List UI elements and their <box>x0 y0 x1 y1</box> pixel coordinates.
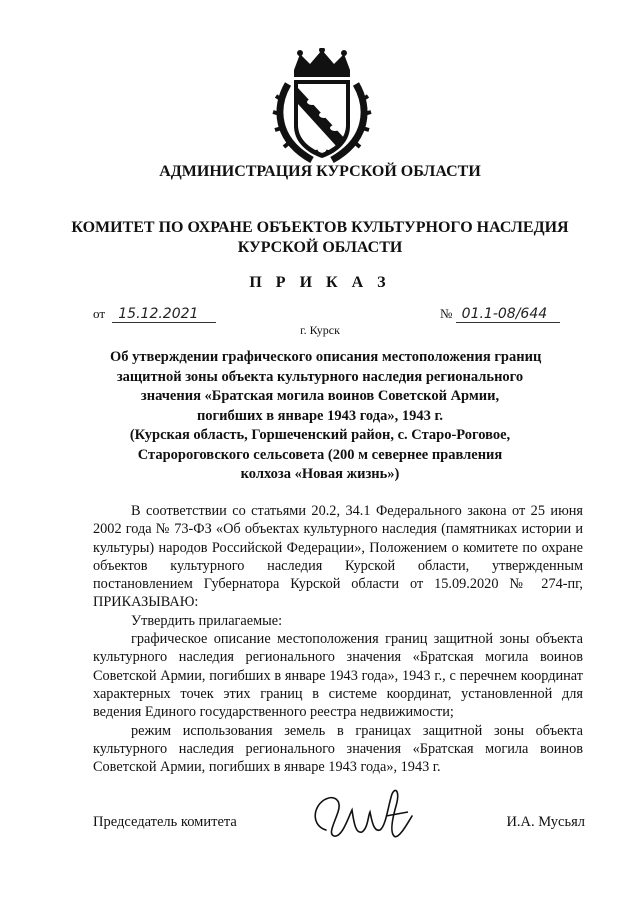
subject-line: погибших в январе 1943 года», 1943 г. <box>196 407 444 424</box>
city-label: г. Курск <box>300 323 340 337</box>
date-value: 15.12.2021 <box>112 306 216 323</box>
subject-line: значения «Братская могила воинов Советской Армии, <box>140 388 500 404</box>
document-number <box>440 306 560 323</box>
administration-heading: АДМИНИСТРАЦИЯ КУРСКОЙ ОБЛАСТИ <box>159 163 481 180</box>
committee-heading-line2: КУРСКОЙ ОБЛАСТИ <box>237 239 403 256</box>
number-prefix: № <box>440 306 453 321</box>
subject-line: защитной зоны объекта культурного наследия регионального <box>116 368 524 385</box>
order-body <box>93 502 583 776</box>
handwritten-signature <box>308 786 428 846</box>
committee-heading-line1: КОМИТЕТ ПО ОХРАНЕ ОБЪЕКТОВ КУЛЬТУРНОГО НАСЛЕДИЯ <box>71 219 569 236</box>
subject-line: Об утверждении графического описания местоположения границ <box>110 349 542 365</box>
subject-line: (Курская область, Горшеченский район, с. Старо-Роговое, <box>129 427 511 443</box>
body-paragraph-legal-basis: В соответствии со статьями 20.2, 34.1 Федерального закона от 25 июня 2002 года № 73-ФЗ «Об объектах культурного наследия (памятниках истории и культуры) народов Российской Федерации», Положением о комитете по охране объектов культурного наследия Курской области, утвержденным постановлением Губернатора Курской области от 15.09.2020 № 274-пг, ПРИКАЗЫВАЮ: <box>93 503 583 611</box>
signatory-title: Председатель комитета <box>93 814 237 830</box>
body-paragraph-graphic-description: графическое описание местоположения границ защитной зоны объекта культурного наследия регионального значения «Братская могила воинов Советской Армии, погибших в январе 1943 года», 1943 г., с перечнем координат характерных точек этих границ в системе координат, установленной для ведения Единого государственного реестра недвижимости; <box>93 631 583 721</box>
signatory-name: И.А. Мусьял <box>506 814 585 830</box>
body-paragraph-land-use-regime: режим использования земель в границах защитной зоны объекта культурного наследия регионального значения «Братская могила воинов Советской Армии, погибших в январе 1943 года», 1943 г. <box>93 722 583 776</box>
order-subject <box>110 348 542 485</box>
subject-line: колхоза «Новая жизнь») <box>240 466 400 482</box>
document-type-title: П Р И К А З <box>249 274 391 291</box>
committee-heading <box>0 218 640 258</box>
subject-line: Старороговского сельсовета (200 м севернее правления <box>137 446 503 463</box>
document-date <box>93 306 216 323</box>
body-paragraph-approve: Утвердить прилагаемые: <box>131 612 283 629</box>
coat-of-arms-icon <box>272 48 372 166</box>
date-prefix: от <box>93 306 106 321</box>
number-value: 01.1-08/644 <box>456 306 560 323</box>
